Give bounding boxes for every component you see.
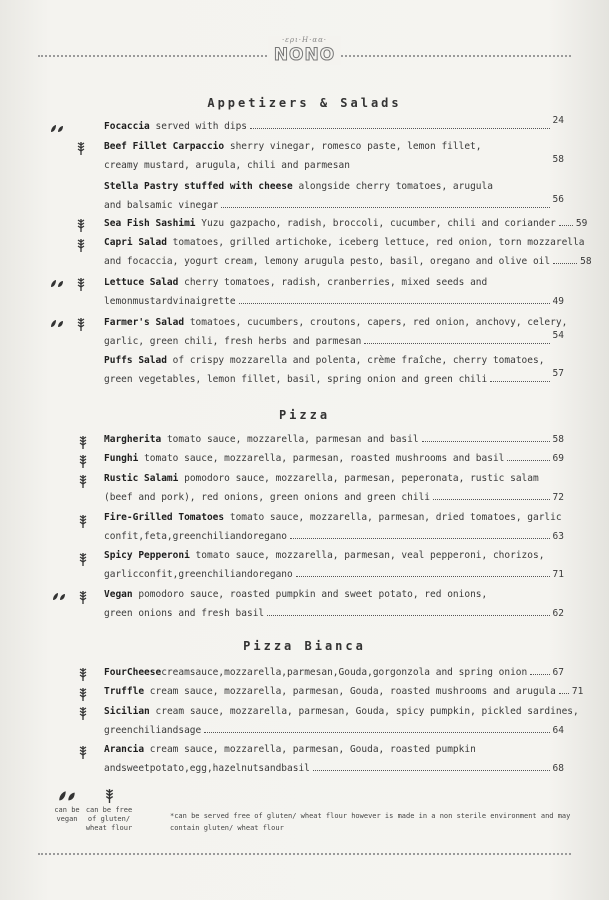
menu-item-margherita [104, 430, 564, 449]
item-description-2: (beef and pork), red onions, green onions and green chili [104, 492, 431, 503]
menu-item-sicilian [104, 702, 579, 740]
leaf-icon [50, 319, 64, 329]
logo-text: NONO [273, 45, 336, 65]
gluten-note-line1: *can be served free of gluten/ wheat flour however is made in a non sterile environment and may [170, 812, 571, 820]
menu-item-truffle [104, 682, 584, 701]
menu-item-sea-fish-sashimi [104, 214, 588, 233]
menu-item-focaccia [104, 117, 564, 136]
bottom-divider [38, 853, 571, 855]
item-price: 63 [552, 531, 564, 542]
wheat-icon [78, 454, 88, 468]
wheat-icon [78, 514, 88, 528]
wheat-icon [78, 706, 88, 720]
item-description-2: lemonmustardvinaigrette [104, 296, 236, 307]
menu-item-vegan [104, 585, 564, 623]
item-price: 58 [580, 256, 592, 267]
item-description-2: and balsamic vinegar [104, 200, 219, 211]
legend-gluten-free [82, 788, 136, 833]
item-price: 59 [575, 218, 588, 229]
item-description-2: and focaccia, yogurt cream, lemony arugula pesto, basil, oregano and olive oil [104, 256, 551, 267]
wheat-icon [76, 317, 86, 331]
item-price: 54 [552, 330, 564, 341]
item-description: cream sauce, mozzarella, parmesan, Gouda, roasted pumpkin [149, 744, 476, 755]
wheat-icon [78, 745, 88, 759]
menu-item-arancia [104, 740, 564, 778]
wheat-icon [104, 788, 115, 803]
gluten-note-line2: contain gluten/ wheat flour [170, 824, 284, 832]
wheat-icon [78, 590, 88, 604]
wheat-icon [78, 552, 88, 566]
legend-gluten-line1: can be free [85, 806, 133, 814]
item-name: Fire-Grilled Tomatoes [104, 512, 225, 523]
item-name: Stella Pastry stuffed with cheese [104, 181, 293, 192]
item-price: 67 [552, 667, 564, 678]
menu-item-capri-salad [104, 233, 592, 271]
wheat-icon [78, 435, 88, 449]
wheat-icon [78, 667, 88, 681]
menu-item-fire-grilled-tomatoes [104, 508, 564, 546]
section-title-pizza: Pizza [278, 408, 331, 422]
menu-item-rustic-salami [104, 469, 564, 507]
wheat-icon [76, 218, 86, 232]
item-name: Truffle [104, 686, 145, 697]
wheat-icon [76, 141, 86, 155]
item-name: Beef Fillet Carpaccio [104, 141, 225, 152]
menu-item-stella-pastry [104, 177, 564, 215]
item-description: of crispy mozzarella and polenta, crème fraîche, cherry tomatoes, [172, 355, 545, 366]
item-description: Yuzu gazpacho, radish, broccoli, cucumber, chili and coriander [201, 218, 556, 229]
legend-vegan-line1: can be [54, 806, 80, 814]
menu-item-beef-carpaccio [104, 137, 564, 175]
menu-item-funghi [104, 449, 564, 468]
item-description-2: creamy mustard, arugula, chili and parmesan [104, 160, 350, 171]
item-description-2: garlicconfit,greenchiliandoregano [104, 569, 293, 580]
item-name: Arancia [104, 744, 145, 755]
legend-gluten-line2: of gluten/ [87, 815, 131, 823]
menu-item-puffs-salad [104, 351, 564, 389]
wheat-icon [78, 687, 88, 701]
gluten-note [170, 810, 580, 834]
wheat-icon [78, 474, 88, 488]
item-description: cream sauce, mozzarella, parmesan, Gouda, spicy pumpkin, pickled sardines, [155, 706, 579, 717]
item-description: creamsauce,mozzarella,parmesan,Gouda,gorgonzola and spring onion [161, 667, 528, 678]
item-price: 72 [552, 492, 564, 503]
item-name: Capri Salad [104, 237, 167, 248]
item-description: cherry tomatoes, radish, cranberries, mixed seeds and [184, 277, 488, 288]
item-price: 71 [571, 686, 584, 697]
item-description-2: green onions and fresh basil [104, 608, 265, 619]
item-name: Spicy Pepperoni [104, 550, 190, 561]
item-description: tomato sauce, mozzarella, parmesan and basil [166, 434, 419, 445]
menu-item-spicy-pepperoni [104, 546, 564, 584]
item-price: 71 [552, 569, 564, 580]
wheat-icon [76, 238, 86, 252]
menu-item-four-cheese [104, 663, 564, 682]
logo-tagline: ·ερι·Η·αα· [281, 36, 328, 44]
item-description: tomato sauce, mozzarella, parmesan, veal pepperoni, chorizos, [195, 550, 545, 561]
logo [0, 36, 609, 65]
item-name: Vegan [104, 589, 133, 600]
item-price: 69 [552, 453, 564, 464]
section-title-pizza-bianca: Pizza Bianca [243, 639, 366, 653]
item-price: 49 [552, 296, 564, 307]
legend-vegan-line2: vegan [56, 815, 78, 823]
item-name: Focaccia [104, 121, 150, 132]
item-price: 62 [552, 608, 564, 619]
leaf-icon [52, 592, 66, 602]
item-description: tomato sauce, mozzarella, parmesan, dried tomatoes, garlic [229, 512, 562, 523]
item-description: pomodoro sauce, roasted pumpkin and sweet potato, red onions, [138, 589, 488, 600]
item-name: Lettuce Salad [104, 277, 179, 288]
menu-item-farmers-salad [104, 313, 568, 351]
item-name: Farmer's Salad [104, 317, 185, 328]
item-name: Funghi [104, 453, 139, 464]
item-description: alongside cherry tomatoes, arugula [298, 181, 493, 192]
item-name: FourCheese [104, 667, 162, 678]
item-description-2: greenchiliandsage [104, 725, 202, 736]
section-title-appetizers: Appetizers & Salads [207, 96, 402, 110]
wheat-icon [76, 277, 86, 291]
menu-item-lettuce-salad [104, 273, 564, 311]
item-description-2: green vegetables, lemon fillet, basil, spring onion and green chili [104, 374, 488, 385]
item-name: Puffs Salad [104, 355, 167, 366]
item-description: pomodoro sauce, mozzarella, parmesan, peperonata, rustic salam [184, 473, 539, 484]
item-name: Margherita [104, 434, 162, 445]
item-price: 64 [552, 725, 564, 736]
item-description-2: confit,feta,greenchiliandoregano [104, 531, 288, 542]
leaf-icon [50, 279, 64, 289]
item-price: 58 [552, 154, 564, 165]
item-price: 57 [552, 368, 564, 379]
leaf-icon [50, 124, 64, 134]
legend-vegan [52, 790, 82, 824]
item-price: 24 [552, 115, 564, 126]
leaf-icon [58, 790, 76, 803]
item-name: Sea Fish Sashimi [104, 218, 196, 229]
item-description: tomatoes, grilled artichoke, iceberg lettuce, red onion, torn mozzarella [172, 237, 585, 248]
item-description-2: garlic, green chili, fresh herbs and parmesan [104, 336, 362, 347]
item-price: 58 [552, 434, 564, 445]
item-name: Sicilian [104, 706, 150, 717]
item-description-2: andsweetpotato,egg,hazelnutsandbasil [104, 763, 310, 774]
item-description: cream sauce, mozzarella, parmesan, Gouda, roasted mushrooms and arugula [149, 686, 556, 697]
item-description: tomatoes, cucumbers, croutons, capers, red onion, anchovy, celery, [189, 317, 568, 328]
legend-gluten-line3: wheat flour [85, 824, 133, 832]
item-name: Rustic Salami [104, 473, 179, 484]
item-price: 56 [552, 194, 564, 205]
item-description: served with dips [155, 121, 248, 132]
item-description: tomato sauce, mozzarella, parmesan, roasted mushrooms and basil [144, 453, 505, 464]
item-description: sherry vinegar, romesco paste, lemon fillet, [229, 141, 482, 152]
item-price: 68 [552, 763, 564, 774]
